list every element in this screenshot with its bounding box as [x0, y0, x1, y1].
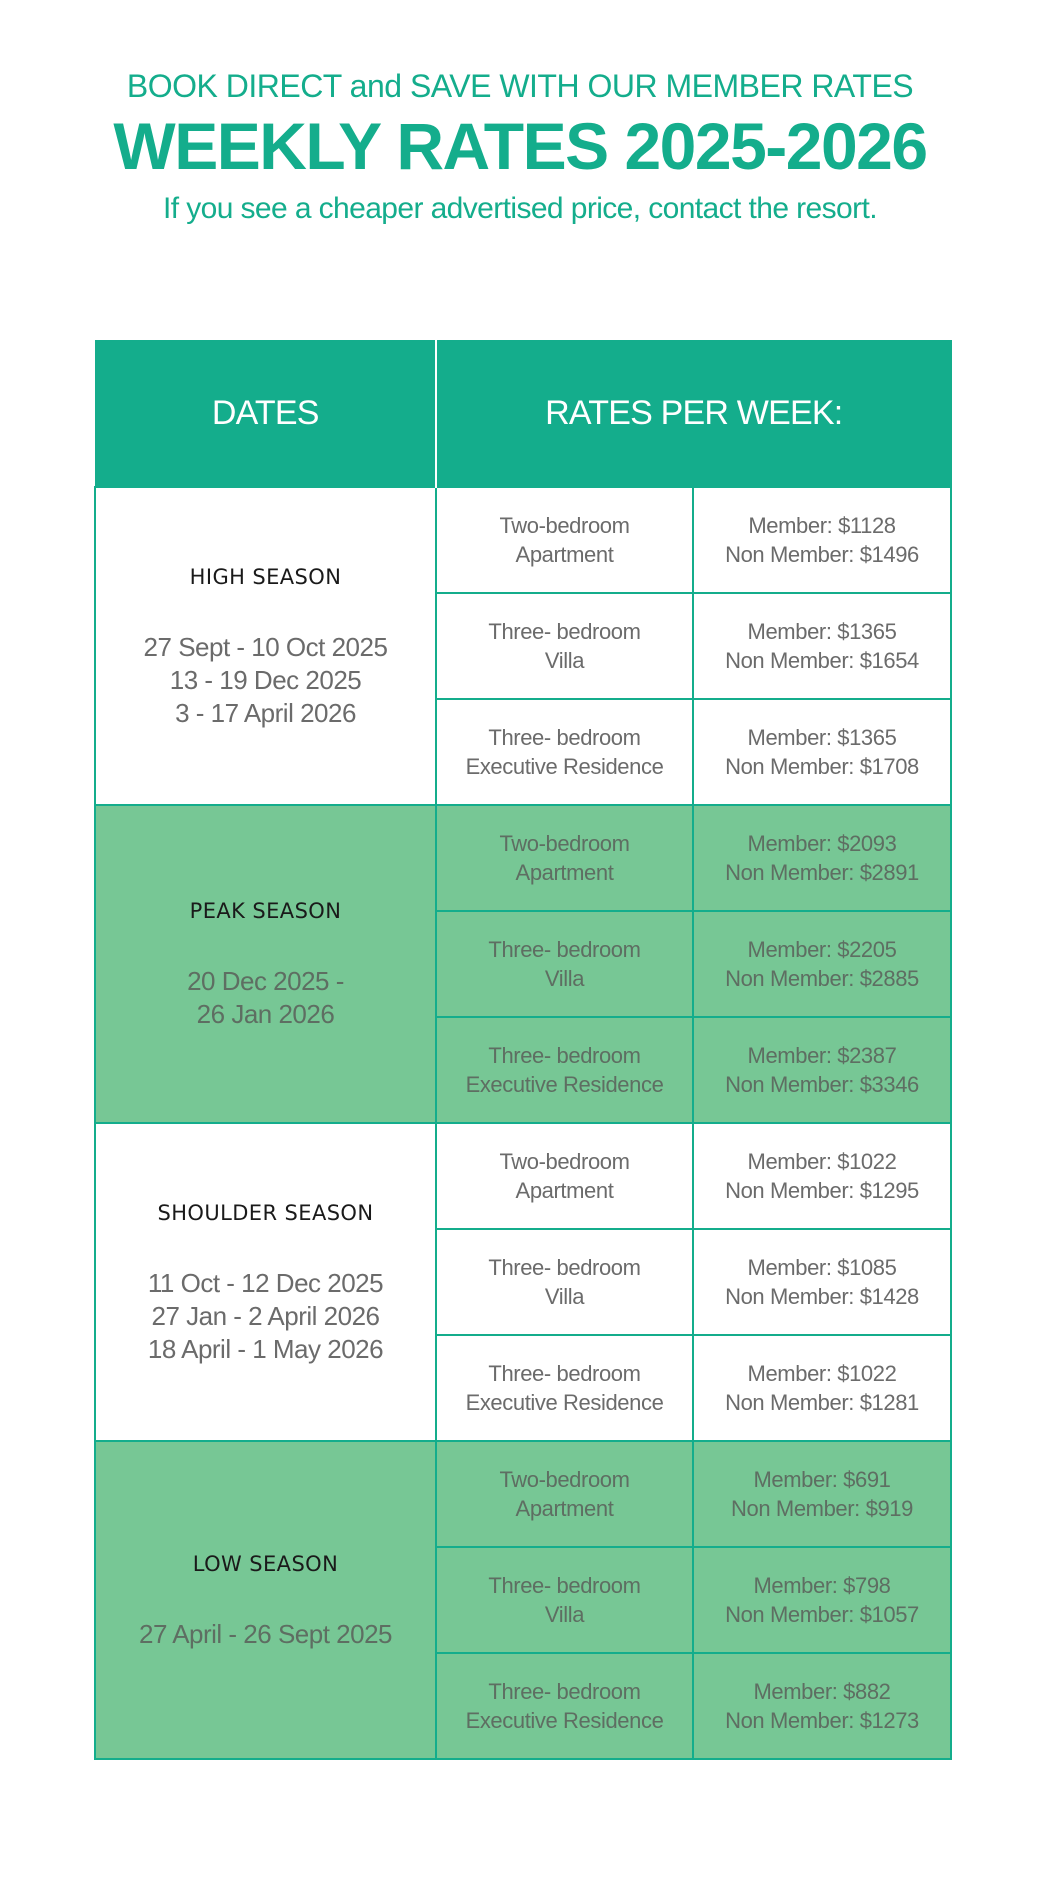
non-member-price: Non Member: $1496 [725, 542, 919, 567]
rates-column-header: RATES PER WEEK: [436, 341, 951, 488]
non-member-price: Non Member: $919 [731, 1496, 913, 1521]
non-member-price: Non Member: $1295 [725, 1178, 919, 1203]
unit-type-cell: Three- bedroom Villa [436, 1229, 693, 1335]
season-dates: 27 April - 26 Sept 2025 [138, 1618, 393, 1649]
season-name: PEAK SEASON [189, 899, 342, 923]
member-price: Member: $1365 [747, 619, 897, 644]
season-name: SHOULDER SEASON [157, 1200, 374, 1225]
season-cell [95, 805, 436, 1123]
price-cell [693, 593, 951, 699]
promo-tagline: BOOK DIRECT and SAVE WITH OUR MEMBER RATES [126, 68, 914, 104]
price-cell [693, 805, 951, 911]
unit-type-cell: Three- bedroom Executive Residence [436, 699, 693, 805]
non-member-price: Non Member: $3346 [725, 1072, 919, 1097]
unit-type-cell: Two-bedroom Apartment [436, 1441, 693, 1547]
non-member-price: Non Member: $1708 [725, 754, 919, 779]
non-member-price: Non Member: $2891 [725, 860, 919, 885]
price-match-note: If you see a cheaper advertised price, contact the resort. [163, 192, 877, 225]
member-price: Member: $1128 [748, 513, 896, 538]
price-cell [693, 1441, 951, 1547]
member-price: Member: $1022 [747, 1361, 897, 1386]
season-dates: 27 Sept - 10 Oct 2025 13 - 19 Dec 2025 3 - 17 April 2026 [143, 631, 388, 728]
season-cell [95, 487, 436, 805]
non-member-price: Non Member: $1057 [725, 1602, 919, 1627]
member-price: Member: $1022 [747, 1149, 897, 1174]
season-dates: 20 Dec 2025 - 26 Jan 2026 [187, 966, 344, 1029]
unit-type-cell: Three- bedroom Executive Residence [436, 1335, 693, 1441]
table-row [95, 805, 951, 911]
member-price: Member: $1085 [747, 1255, 897, 1280]
non-member-price: Non Member: $1428 [725, 1284, 919, 1309]
non-member-price: Non Member: $1281 [725, 1390, 919, 1415]
season-group-high [95, 487, 951, 805]
dates-column-header: DATES [95, 341, 436, 488]
unit-type-cell: Two-bedroom Apartment [436, 487, 693, 593]
table-row [95, 487, 951, 593]
season-cell [95, 1441, 436, 1759]
non-member-price: Non Member: $2885 [725, 966, 919, 991]
price-cell [693, 699, 951, 805]
member-price: Member: $2093 [747, 831, 897, 856]
table-header-row [95, 341, 951, 488]
season-group-low [95, 1441, 951, 1759]
price-cell [693, 1229, 951, 1335]
season-group-peak [95, 805, 951, 1123]
member-price: Member: $2205 [747, 937, 897, 962]
price-cell [693, 911, 951, 1017]
unit-type-cell: Two-bedroom Apartment [436, 805, 693, 911]
price-cell [693, 1123, 951, 1229]
price-cell [693, 1017, 951, 1123]
non-member-price: Non Member: $1654 [725, 648, 919, 673]
member-price: Member: $2387 [747, 1043, 897, 1068]
season-cell [95, 1123, 436, 1441]
price-cell [693, 1547, 951, 1653]
season-name: LOW SEASON [192, 1551, 339, 1576]
table-row [95, 1123, 951, 1229]
unit-type-cell: Three- bedroom Villa [436, 593, 693, 699]
unit-type-cell: Three- bedroom Executive Residence [436, 1653, 693, 1759]
price-cell [693, 487, 951, 593]
unit-type-cell: Three- bedroom Executive Residence [436, 1017, 693, 1123]
price-cell [693, 1653, 951, 1759]
member-price: Member: $882 [753, 1679, 891, 1704]
member-price: Member: $798 [753, 1573, 891, 1598]
weekly-rates-table [94, 340, 952, 1760]
page-title: WEEKLY RATES 2025-2026 [113, 109, 927, 183]
table-row [95, 1441, 951, 1547]
season-name: HIGH SEASON [189, 564, 342, 589]
unit-type-cell: Two-bedroom Apartment [436, 1123, 693, 1229]
unit-type-cell: Three- bedroom Villa [436, 1547, 693, 1653]
price-cell [693, 1335, 951, 1441]
unit-type-cell: Three- bedroom Villa [436, 911, 693, 1017]
season-dates: 11 Oct - 12 Dec 2025 27 Jan - 2 April 2026 18 April - 1 May 2026 [147, 1267, 384, 1364]
member-price: Member: $691 [753, 1467, 891, 1492]
member-price: Member: $1365 [747, 725, 897, 750]
season-group-shoulder [95, 1123, 951, 1441]
non-member-price: Non Member: $1273 [725, 1708, 919, 1733]
